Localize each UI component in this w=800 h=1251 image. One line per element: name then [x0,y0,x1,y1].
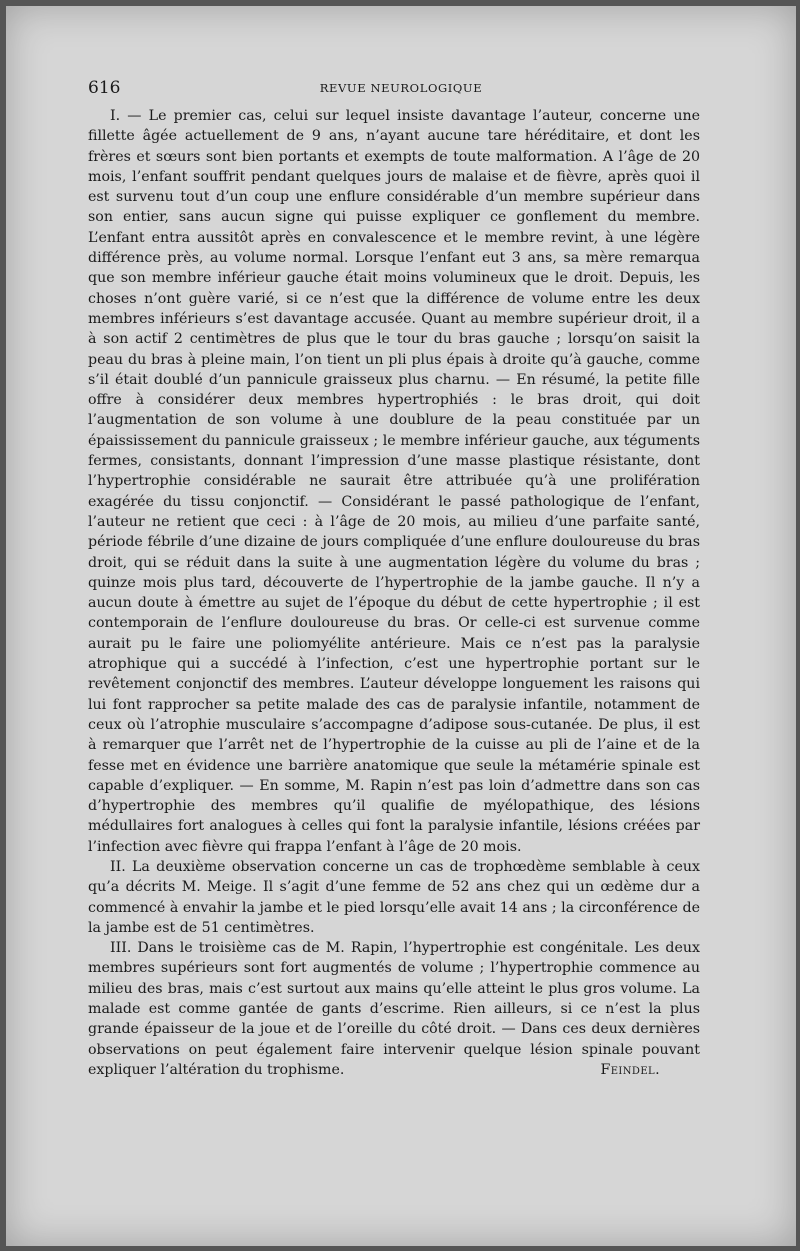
article-body [88,106,700,1080]
author-signature: Feindel. [600,1061,660,1078]
paragraph-case-2: II. La deuxième observation concerne un cas de trophœdème semblable à ceux qu’a décrits M. Meige. Il s’agit d’une femme de 52 ans chez qui un œdème dur a commencé à envahir la jambe et le pied lorsqu’elle avait 14 ans ; la circonférence de la jambe est de 51 centimètres. [88,858,700,936]
paragraph-case-3-text: III. Dans le troisième cas de M. Rapin, l’hypertrophie est congénitale. Les deux membres supérieurs sont fort augmentés de volume ; l’hypertrophie commence au milieu des bras, mais c’est surtout aux mains qu’elle atteint le plus gros volume. La malade est comme gantée de gants d’escrime. Rien ailleurs, si ce n’est la plus grande épaisseur de la joue et de l’oreille du côté droit. — Dans ces deux dernières observations on peut également faire intervenir quelque lésion spinale pouvant expliquer l’altération du trophisme. [88,940,700,1078]
page-header [88,78,714,98]
running-title: REVUE NEUROLOGIQUE [319,81,483,95]
page-number: 616 [88,78,121,98]
scanned-page [6,6,796,1246]
paragraph-case-3 [88,938,700,1080]
paragraph-case-1: I. — Le premier cas, celui sur lequel insiste davantage l’auteur, concerne une fillette âgée actuellement de 9 ans, n’ayant aucune tare héréditaire, et dont les frères et sœurs sont bien portants et exempts de toute malformation. A l’âge de 20 mois, l’enfant souffrit pendant quelques jours de malaise et de fièvre, après quoi il est survenu tout d’un coup une enflure considérable d’un membre supérieur dans son entier, sans aucun signe qui puisse expliquer ce gonflement du membre. L’enfant entra aussitôt après en convalescence et le membre revint, à une légère différence près, au volume normal. Lorsque l’enfant eut 3 ans, sa mère remarqua que son membre inférieur gauche était moins volumineux que le droit. Depuis, les choses n’ont guère varié, si ce n’est que la différence de volume entre les deux membres inférieurs s’est davantage accusée. Quant au membre supérieur droit, il a à son actif 2 centimètres de plus que le tour du bras gauche ; lorsqu’on saisit la peau du bras à pleine main, l’on tient un pli plus épais à droite qu’à gauche, comme s’il était doublé d’un pannicule graisseux plus charnu. — En résumé, la petite fille offre à considérer deux membres hypertrophiés : le bras droit, qui doit l’augmentation de son volume à une doublure de la peau constituée par un épaississement du pannicule graisseux ; le membre inférieur gauche, aux téguments fermes, consistants, donnant l’impression d’une masse plastique résistante, dont l’hypertrophie considérable ne saurait être attribuée qu’à une prolifération exagérée du tissu conjonctif. — Considérant le passé pathologique de l’enfant, l’auteur ne retient que ceci : à l’âge de 20 mois, au milieu d’une parfaite santé, période fébrile d’une dizaine de jours compliquée d’une enflure douloureuse du bras droit, qui se réduit dans la suite à une augmentation légère du volume du bras ; quinze mois plus tard, découverte de l’hypertrophie de la jambe gauche. Il n’y a aucun doute à émettre au sujet de l’époque du début de cette hypertrophie ; il est contemporain de l’enflure douloureuse du bras. Or celle-ci est survenue comme aurait pu le faire une poliomyélite antérieure. Mais ce n’est pas la paralysie atrophique qui a succédé à l’infection, c’est une hypertrophie portant sur le revêtement conjonctif des membres. L’auteur développe longuement les raisons qui lui font rapprocher sa petite malade des cas de paralysie infantile, notamment de ceux où l’atrophie musculaire s’accompagne d’adipose sous-cutanée. De plus, il est à remarquer que l’arrêt net de l’hypertrophie de la cuisse au pli de l’aine et de la fesse met en évidence une barrière anatomique que seule la métamérie spinale est capable d’expliquer. — En somme, M. Rapin n’est pas loin d’admettre dans son cas d’hypertrophie des membres qu’il qualifie de myélopathique, des lésions médullaires fort analogues à celles qui font la paralysie infantile, lésions créées par l’infection avec fièvre qui frappa l’enfant à l’âge de 20 mois. [88,108,700,855]
